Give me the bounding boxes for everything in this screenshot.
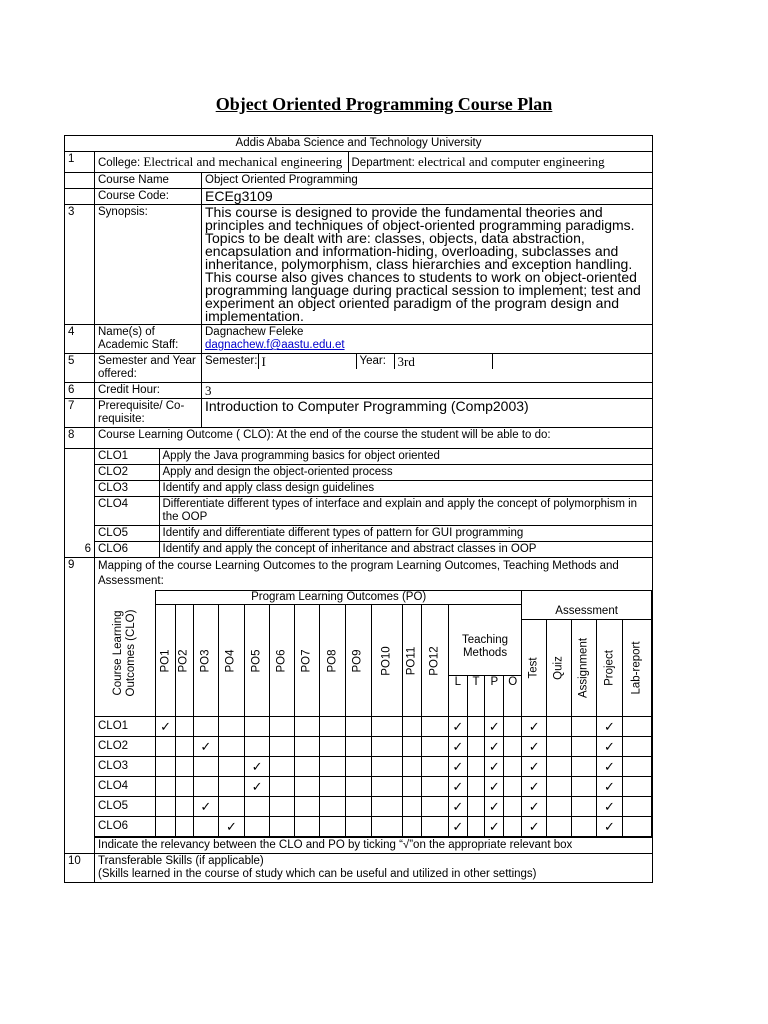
university-name: Addis Ababa Science and Technology University [65, 136, 653, 152]
clo-id: CLO3 [95, 481, 159, 497]
clo-column-label: Course Learning Outcomes (CLO) [112, 609, 138, 697]
empty-cell [193, 817, 218, 837]
row-number: 8 [65, 428, 95, 449]
check-mark: ✓ [193, 797, 218, 817]
clo-text: Apply the Java programming basics for object oriented [159, 449, 652, 465]
empty-cell [346, 797, 371, 817]
po-column-header [346, 605, 371, 717]
clo-list-item [95, 481, 652, 497]
empty-cell [421, 817, 448, 837]
clo-text: Identify and differentiate different types of pattern for GUI programming [159, 526, 652, 542]
check-mark: ✓ [485, 777, 504, 797]
empty-cell [320, 737, 346, 757]
check-mark: ✓ [522, 797, 547, 817]
assessment-column-header [572, 619, 597, 717]
check-mark: ✓ [485, 757, 504, 777]
empty-cell [218, 797, 244, 817]
po-column-header [421, 605, 448, 717]
assessment-column-label: Project [603, 649, 615, 686]
check-mark: ✓ [448, 817, 467, 837]
check-mark: ✓ [485, 717, 504, 737]
empty-cell [176, 717, 194, 737]
course-plan-table [64, 135, 653, 883]
po-column-label: PO5 [250, 648, 263, 673]
empty-cell [193, 777, 218, 797]
prereq-value: Introduction to Computer Programming (Comp2003) [202, 399, 653, 428]
po-column-header [371, 605, 402, 717]
matrix-row [95, 717, 652, 737]
empty-cell [421, 777, 448, 797]
empty-cell [371, 777, 402, 797]
matrix-clo-id: CLO6 [95, 817, 156, 837]
check-mark: ✓ [522, 717, 547, 737]
row-number: 3 [65, 205, 95, 325]
clo-id: CLO4 [95, 497, 159, 526]
clo-text: Identify and apply class design guidelines [159, 481, 652, 497]
empty-cell [295, 737, 320, 757]
empty-cell [218, 717, 244, 737]
empty-cell [176, 797, 194, 817]
teaching-column-header: O [504, 676, 522, 717]
po-column-header [218, 605, 244, 717]
matrix-row [95, 777, 652, 797]
teaching-column-header: L [448, 676, 467, 717]
teaching-methods-header: Teaching Methods [448, 619, 521, 676]
empty-cell [320, 777, 346, 797]
po-column-header [270, 605, 295, 717]
empty-cell [371, 737, 402, 757]
check-mark: ✓ [448, 777, 467, 797]
empty-cell [270, 717, 295, 737]
clo-list-item [95, 449, 652, 465]
empty-cell [156, 797, 176, 817]
po-column-label: PO8 [326, 648, 339, 673]
check-mark: ✓ [522, 757, 547, 777]
clo-id: CLO1 [95, 449, 159, 465]
empty-cell [572, 777, 597, 797]
staff-row [65, 325, 653, 354]
empty-cell [320, 817, 346, 837]
empty-cell [346, 757, 371, 777]
empty-cell [622, 757, 651, 777]
college-cell [95, 152, 348, 172]
empty-cell [176, 817, 194, 837]
clo-list-item [95, 542, 652, 558]
row-number: 10 [65, 854, 95, 883]
po-column-label: PO3 [199, 648, 212, 673]
empty-cell [504, 717, 522, 737]
empty-cell [504, 777, 522, 797]
empty-cell [547, 717, 572, 737]
credit-row [65, 383, 653, 399]
clo-column-header [95, 591, 156, 717]
staff-name: Dagnachew Feleke [205, 326, 304, 338]
course-name-label: Course Name [95, 173, 202, 189]
assessment-column-label: Test [527, 657, 540, 679]
course-code-label: Course Code: [95, 189, 202, 205]
clo-list [95, 449, 652, 557]
semester-sub-label: Semester: [202, 354, 258, 369]
semester-value: I [258, 354, 356, 369]
po-column-header [402, 605, 421, 717]
check-mark: ✓ [522, 777, 547, 797]
course-code-value: ECEg3109 [202, 189, 653, 205]
po-column-header [320, 605, 346, 717]
empty-cell [156, 737, 176, 757]
check-mark: ✓ [448, 737, 467, 757]
matrix-clo-id: CLO2 [95, 737, 156, 757]
matrix-clo-id: CLO3 [95, 757, 156, 777]
check-mark: ✓ [485, 737, 504, 757]
university-row [65, 136, 653, 152]
empty-cell [320, 757, 346, 777]
check-mark: ✓ [218, 817, 244, 837]
check-mark: ✓ [245, 757, 270, 777]
empty-cell [547, 737, 572, 757]
po-column-header [245, 605, 270, 717]
empty-cell [218, 737, 244, 757]
year-value: 3rd [394, 354, 492, 369]
clo-list-item [95, 465, 652, 481]
prereq-label: Prerequisite/ Co-requisite: [95, 399, 202, 428]
po-column-label: PO12 [428, 645, 441, 676]
empty-cell [193, 757, 218, 777]
po-column-label: PO4 [224, 648, 237, 673]
empty-cell [270, 777, 295, 797]
empty-cell [176, 737, 194, 757]
check-mark: ✓ [245, 777, 270, 797]
transferable-desc: (Skills learned in the course of study which can be useful and utilized in other settings) [98, 868, 537, 880]
empty-cell [467, 737, 485, 757]
empty-cell [467, 817, 485, 837]
clo-text: Identify and apply the concept of inheritance and abstract classes in OOP [159, 542, 652, 558]
check-mark: ✓ [193, 737, 218, 757]
empty-cell [156, 757, 176, 777]
empty-cell [270, 757, 295, 777]
plo-header: Program Learning Outcomes (PO) [156, 591, 522, 605]
empty-cell [402, 717, 421, 737]
empty-cell [572, 717, 597, 737]
empty-cell [572, 817, 597, 837]
empty-cell [421, 797, 448, 817]
po-column-label: PO2 [177, 648, 190, 673]
empty-cell [245, 817, 270, 837]
empty-cell [270, 797, 295, 817]
empty-cell [622, 777, 651, 797]
po-column-header [295, 605, 320, 717]
po-column-label: PO6 [275, 648, 288, 673]
credit-value: 3 [202, 383, 653, 399]
empty-cell [547, 777, 572, 797]
empty-cell [245, 737, 270, 757]
semester-row [65, 354, 653, 383]
teaching-spacer [448, 605, 521, 620]
clo-list-item [95, 526, 652, 542]
empty-cell [402, 737, 421, 757]
empty-cell [622, 797, 651, 817]
matrix-clo-id: CLO4 [95, 777, 156, 797]
clo-heading: Course Learning Outcome ( CLO): At the end of the course the student will be able to do: [95, 428, 653, 449]
empty-cell [176, 757, 194, 777]
matrix-clo-id: CLO5 [95, 797, 156, 817]
department-label: Department: [351, 157, 415, 169]
college-label: College: [98, 157, 141, 169]
staff-email-link[interactable]: dagnachew.f@aastu.edu.et [205, 339, 345, 351]
mapping-heading: Mapping of the course Learning Outcomes to the program Learning Outcomes, Teaching Methods and Assessment: [98, 560, 619, 587]
empty-cell [622, 817, 651, 837]
clo-list-item [95, 497, 652, 526]
check-mark: ✓ [597, 717, 622, 737]
empty-cell [346, 777, 371, 797]
assessment-column-label: Quiz [552, 655, 565, 680]
empty-cell [504, 757, 522, 777]
transferable-row [65, 854, 653, 883]
transferable-title: Transferable Skills (if applicable) [98, 855, 264, 867]
assessment-column-header [522, 619, 547, 717]
clo-text: Apply and design the object-oriented process [159, 465, 652, 481]
check-mark: ✓ [448, 757, 467, 777]
check-mark: ✓ [485, 797, 504, 817]
po-column-header [193, 605, 218, 717]
check-mark: ✓ [597, 757, 622, 777]
check-mark: ✓ [156, 717, 176, 737]
clo-text: Differentiate different types of interface and explain and apply the concept of polymorphism in the OOP [159, 497, 652, 526]
check-mark: ✓ [485, 817, 504, 837]
assessment-spacer [522, 591, 652, 605]
department-cell [348, 152, 652, 172]
empty-cell [467, 797, 485, 817]
department-value: electrical and computer engineering [417, 154, 605, 169]
empty-cell [156, 777, 176, 797]
clo-id: CLO2 [95, 465, 159, 481]
mapping-note: Indicate the relevancy between the CLO and PO by ticking “√”on the appropriate relevant box [95, 837, 652, 853]
clo-heading-row [65, 428, 653, 449]
empty-cell [346, 817, 371, 837]
teaching-column-header: P [485, 676, 504, 717]
empty-cell [402, 757, 421, 777]
empty-cell [572, 737, 597, 757]
row-number: 5 [65, 354, 95, 383]
empty-cell [218, 777, 244, 797]
empty-cell [371, 757, 402, 777]
empty-cell [245, 797, 270, 817]
page-title: Object Oriented Programming Course Plan [215, 94, 553, 114]
mapping-row [65, 558, 653, 854]
empty-cell [572, 797, 597, 817]
po-column-label: PO10 [380, 645, 393, 676]
row-number: 1 [65, 152, 95, 173]
check-mark: ✓ [522, 737, 547, 757]
synopsis-row [65, 205, 653, 325]
matrix-row [95, 797, 652, 817]
po-column-label: PO7 [300, 648, 313, 673]
mapping-matrix [95, 590, 652, 837]
empty-cell [218, 757, 244, 777]
empty-cell [270, 737, 295, 757]
empty-cell [371, 717, 402, 737]
empty-cell [421, 717, 448, 737]
empty-cell [504, 797, 522, 817]
college-row [65, 152, 653, 173]
assessment-column-header [547, 619, 572, 717]
assessment-column-label: Assignment [577, 637, 590, 698]
staff-label: Name(s) of Academic Staff: [95, 325, 202, 354]
semester-label: Semester and Year offered: [95, 354, 202, 383]
course-code-row [65, 189, 653, 205]
empty-cell [245, 717, 270, 737]
empty-cell [346, 737, 371, 757]
clo-id: CLO6 [95, 542, 159, 558]
matrix-row [95, 737, 652, 757]
synopsis-label: Synopsis: [95, 205, 202, 325]
po-column-label: PO1 [159, 648, 172, 673]
empty-cell [547, 817, 572, 837]
assessment-column-label: Lab-report [630, 641, 643, 695]
row-number: 6 [65, 449, 95, 558]
matrix-row [95, 817, 652, 837]
po-column-header [156, 605, 176, 717]
empty-cell [547, 757, 572, 777]
clo-id: CLO5 [95, 526, 159, 542]
assessment-column-header [597, 619, 622, 717]
empty-cell [504, 817, 522, 837]
po-column-label: PO9 [351, 648, 364, 673]
credit-label: Credit Hour: [95, 383, 202, 399]
po-column-header [176, 605, 194, 717]
empty-cell [176, 777, 194, 797]
empty-cell [622, 737, 651, 757]
empty-cell [467, 757, 485, 777]
row-number: 9 [65, 558, 95, 854]
empty-cell [193, 717, 218, 737]
empty-cell [421, 757, 448, 777]
empty-cell [270, 817, 295, 837]
empty-cell [402, 777, 421, 797]
empty-cell [371, 817, 402, 837]
teaching-column-header: T [467, 676, 485, 717]
college-value: Electrical and mechanical engineering [143, 154, 343, 169]
matrix-row [95, 757, 652, 777]
check-mark: ✓ [597, 737, 622, 757]
synopsis-text: This course is designed to provide the fundamental theories and principles and techniques of object-oriented programming paradigms. Topics to be dealt with are: classes, objects, data abstraction, encapsulation and information-hiding, overloading, subclasses and inheritance, polymorphism, class hierarchies and exception handling. This course also gives chances to students to work on object-oriented programming language during practical session to implement; test and experiment an object oriented paradigm of the program design and implementation. [202, 205, 653, 325]
empty-cell [547, 797, 572, 817]
matrix-clo-id: CLO1 [95, 717, 156, 737]
course-name-value: Object Oriented Programming [202, 173, 653, 189]
empty-cell [402, 817, 421, 837]
empty-cell [402, 797, 421, 817]
row-number: 6 [65, 383, 95, 399]
check-mark: ✓ [448, 797, 467, 817]
empty-cell [371, 797, 402, 817]
empty-cell [504, 737, 522, 757]
empty-cell [421, 737, 448, 757]
empty-cell [622, 717, 651, 737]
row-number: 4 [65, 325, 95, 354]
assessment-header: Assessment [522, 605, 652, 620]
row-number: 7 [65, 399, 95, 428]
empty-cell [295, 817, 320, 837]
empty-cell [295, 757, 320, 777]
check-mark: ✓ [522, 817, 547, 837]
course-name-row [65, 173, 653, 189]
empty-cell [295, 717, 320, 737]
clo-list-row [65, 449, 653, 558]
empty-cell [295, 797, 320, 817]
empty-cell [467, 717, 485, 737]
empty-cell [295, 777, 320, 797]
po-column-label: PO11 [405, 646, 418, 675]
prereq-row [65, 399, 653, 428]
empty-cell [467, 777, 485, 797]
empty-cell [320, 717, 346, 737]
check-mark: ✓ [597, 777, 622, 797]
assessment-column-header [622, 619, 651, 717]
year-sub-label: Year: [356, 354, 394, 369]
empty-cell [320, 797, 346, 817]
empty-cell [346, 717, 371, 737]
empty-cell [572, 757, 597, 777]
check-mark: ✓ [448, 717, 467, 737]
empty-cell [156, 817, 176, 837]
check-mark: ✓ [597, 797, 622, 817]
check-mark: ✓ [597, 817, 622, 837]
